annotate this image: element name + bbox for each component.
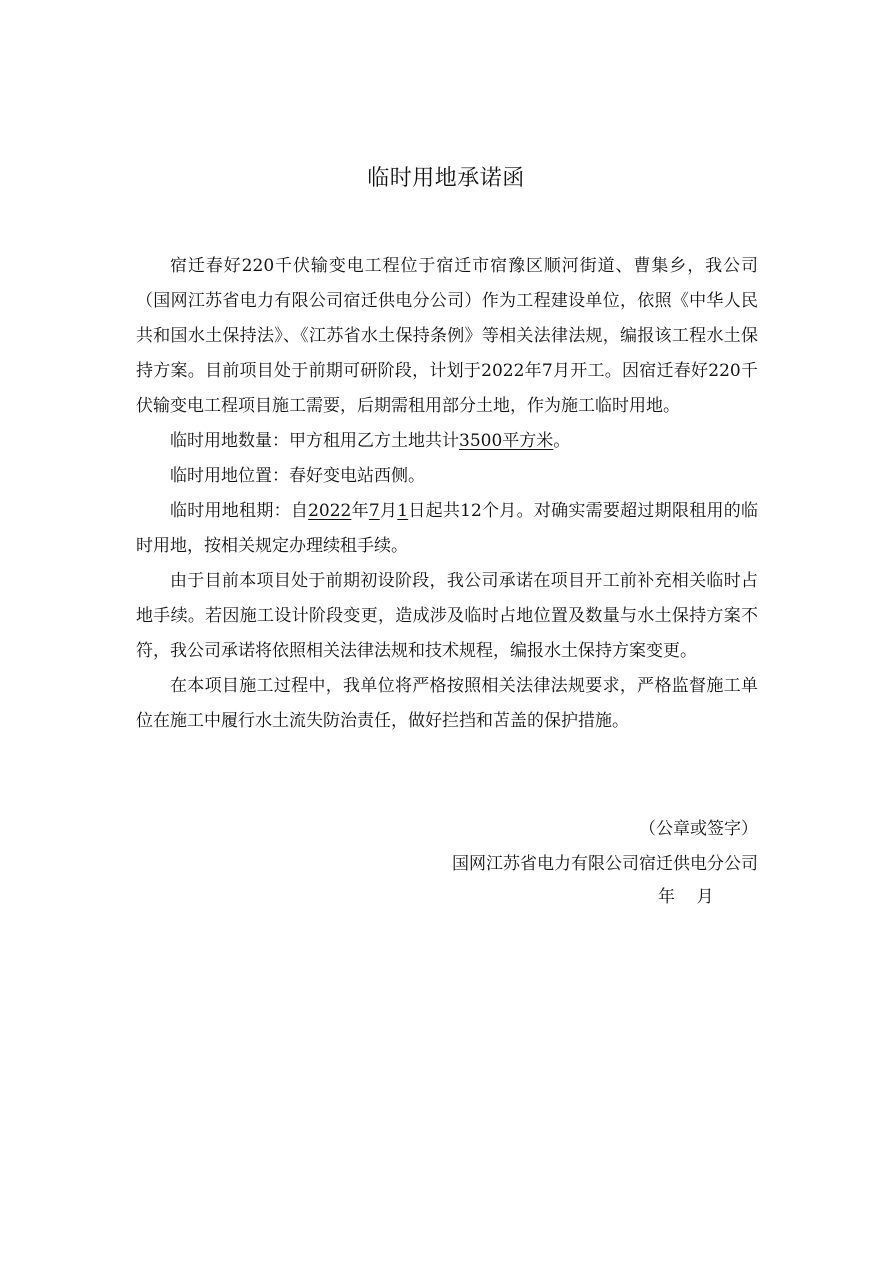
lease-month-unit: 月: [379, 501, 398, 521]
lease-start-day: 1: [397, 501, 409, 521]
paragraph-construction-duty: 在本项目施工过程中，我单位将严格按照相关法律法规要求，严格监督施工单位在施工中履行水土流失防治责任，做好拦挡和苫盖的保护措施。: [136, 676, 758, 731]
seal-note: （公章或签字）: [639, 819, 758, 839]
land-area-label: 临时用地数量：甲方租用乙方土地共计: [170, 431, 459, 451]
land-area-value: 3500平方米: [459, 431, 554, 451]
paragraph-commitment: 由于目前本项目处于前期初设阶段，我公司承诺在项目开工前补充相关临时占地手续。若因施工设计阶段变更，造成涉及临时占地位置及数量与水土保持方案不符，我公司承诺将依照相关法律法规和技术规程，编报水土保持方案变更。: [136, 571, 758, 661]
paragraph-land-area: [136, 424, 758, 459]
signature-date: 年 月: [658, 887, 714, 907]
paragraph-lease-term: [136, 494, 758, 564]
paragraph-land-location: 临时用地位置：春好变电站西侧。: [170, 466, 425, 486]
lease-term-label: 临时用地租期：自: [170, 501, 309, 521]
signature-block: [398, 812, 758, 882]
document-title: 临时用地承诺函: [367, 166, 525, 191]
lease-start-month: 7: [368, 501, 380, 521]
document-body: [136, 249, 758, 739]
lease-start-year: 2022: [308, 501, 352, 521]
paragraph-project-intro: 宿迁春好220千伏输变电工程位于宿迁市宿豫区顺河街道、曹集乡，我公司（国网江苏省电力有限公司宿迁供电分公司）作为工程建设单位，依照《中华人民共和国水土保持法》、《江苏省水土保持条例》等相关法律法规，编报该工程水土保持方案。目前项目处于前期可研阶段，计划于2022年7月开工。因宿迁春好220千伏输变电工程项目施工需要，后期需租用部分土地，作为施工临时用地。: [136, 256, 758, 416]
company-name: 国网江苏省电力有限公司宿迁供电分公司: [452, 854, 758, 874]
lease-year-unit: 年: [351, 501, 369, 521]
lease-term-detail: 日起共12个月。对确实需要超过期限租用的临时用地，按相关规定办理续租手续。: [136, 501, 758, 556]
land-area-suffix: 。: [553, 431, 571, 451]
